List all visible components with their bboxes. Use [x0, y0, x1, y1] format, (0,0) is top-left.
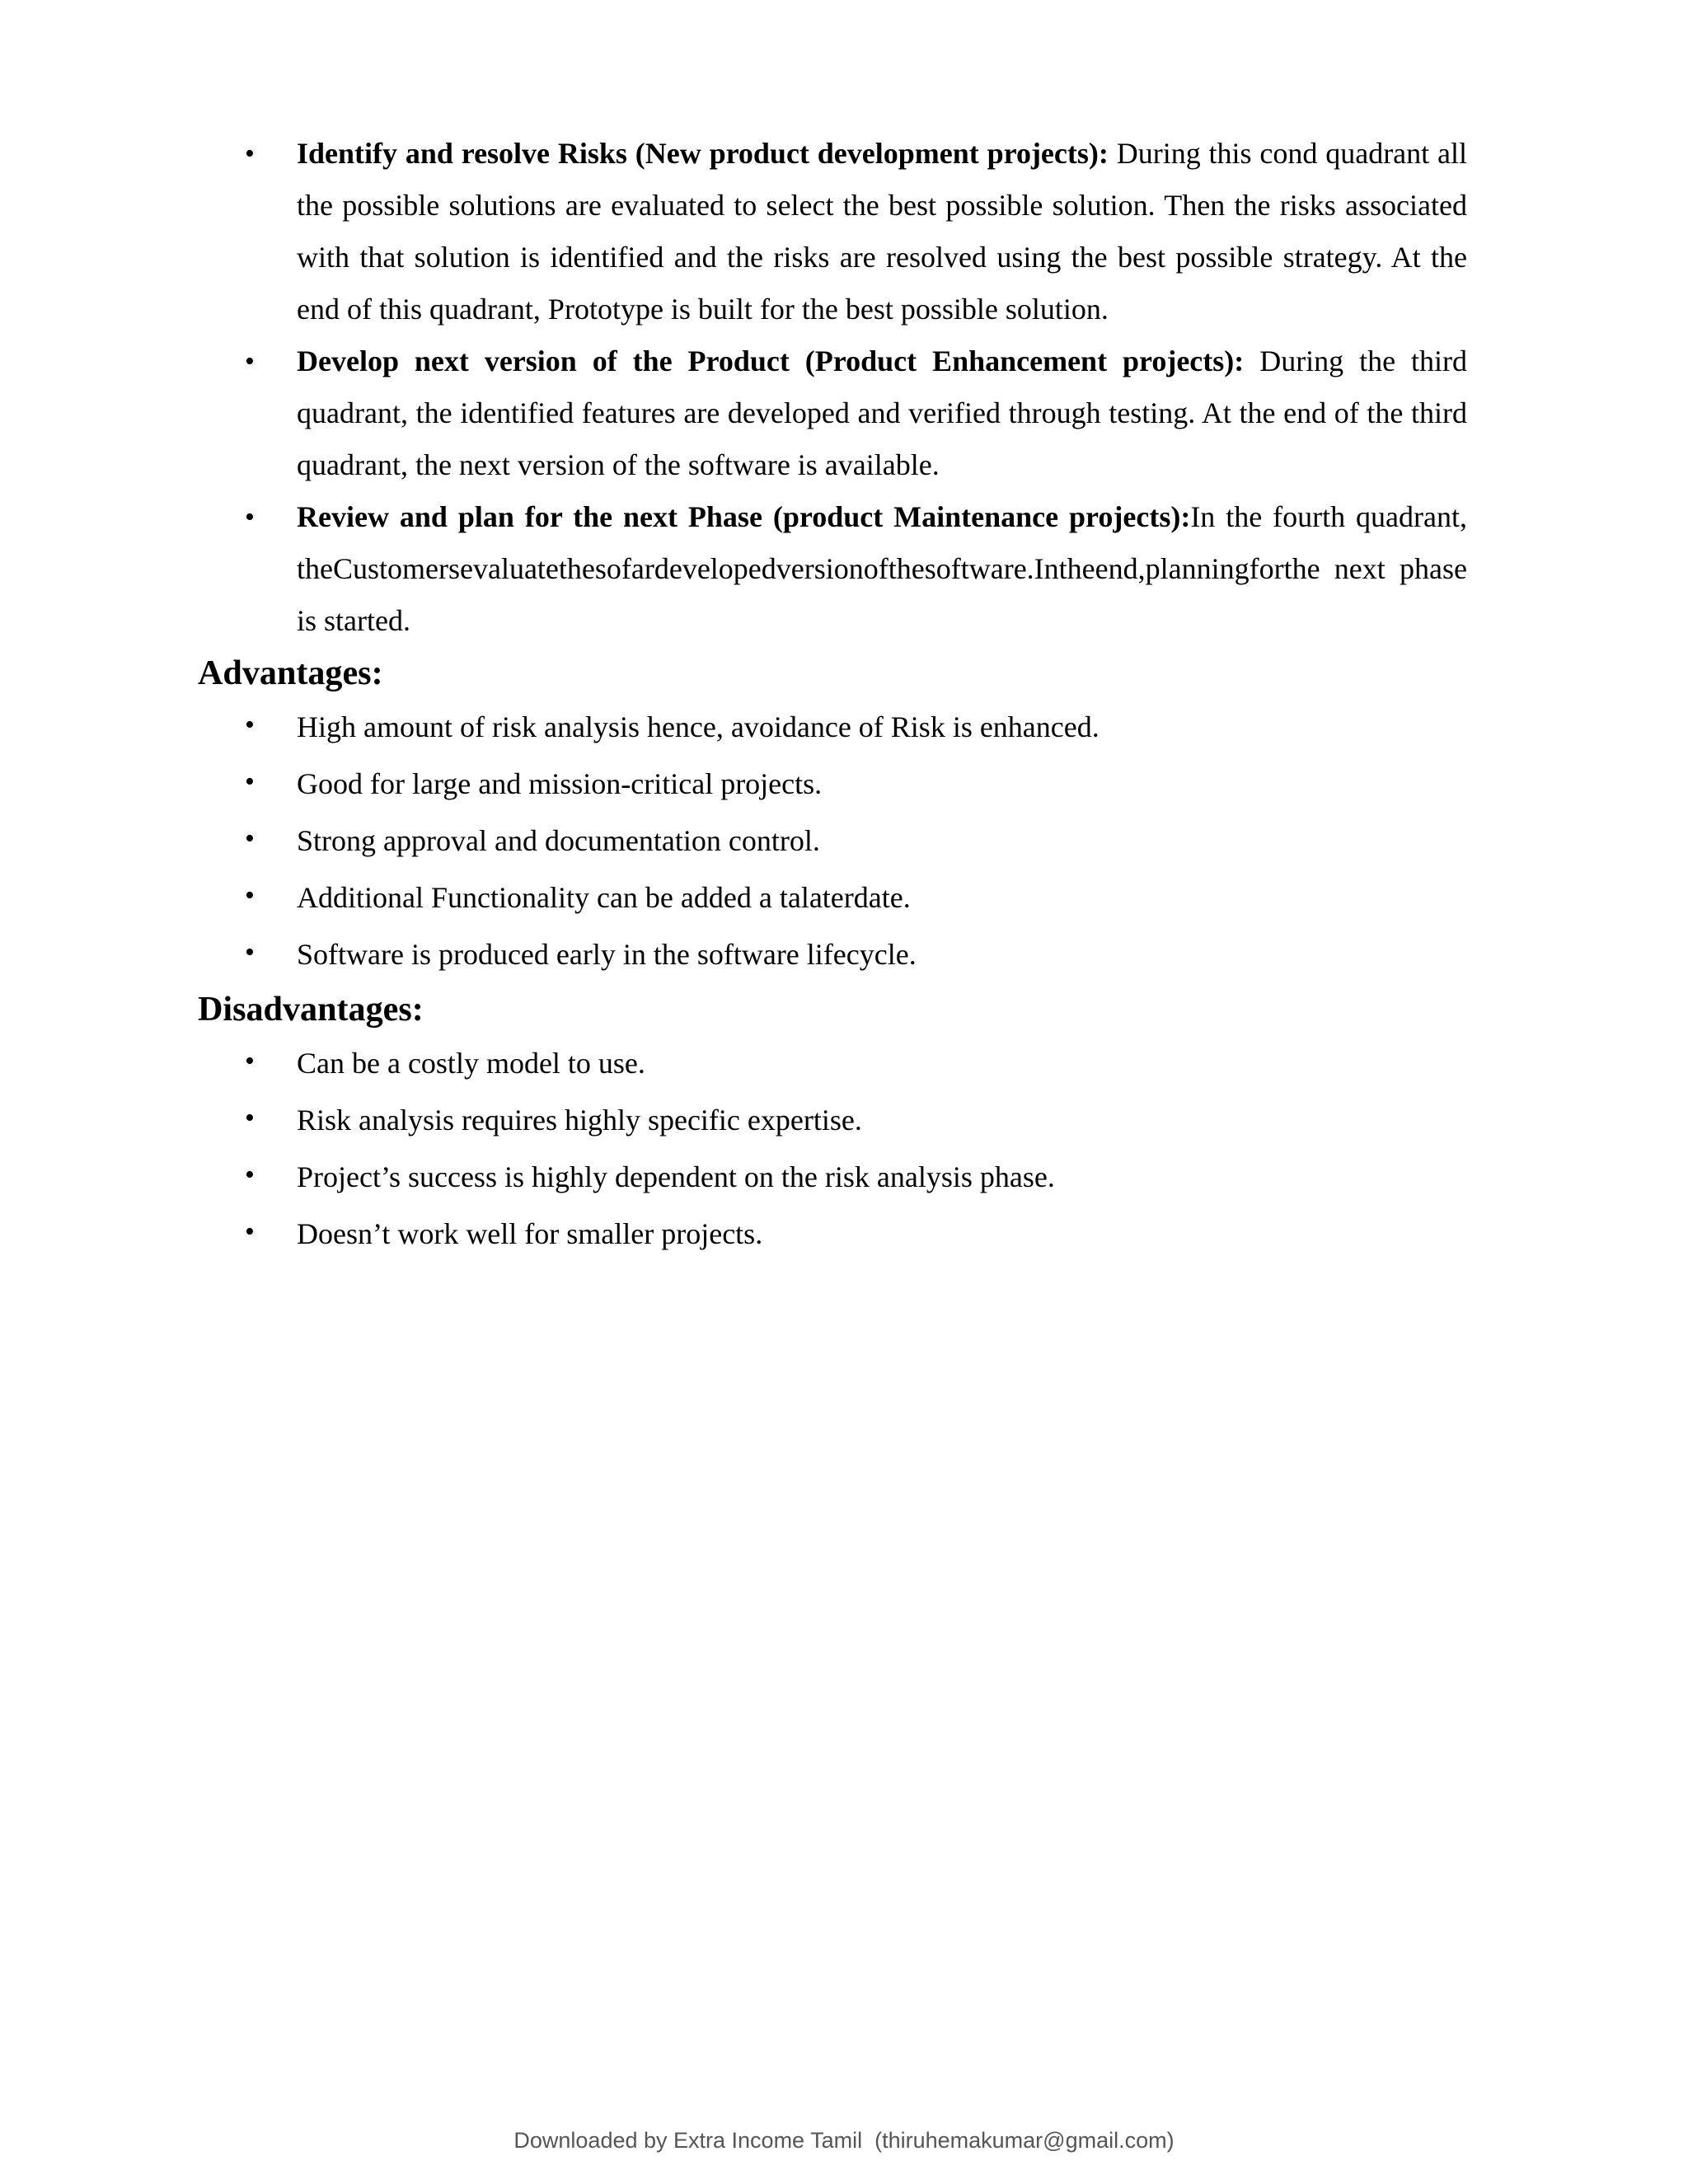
- list-item: [198, 699, 1467, 756]
- advantage-text: Software is produced early in the software lifecycle.: [297, 938, 917, 971]
- bullet-icon: •: [245, 138, 255, 169]
- list-item: [198, 756, 1467, 813]
- document-body: [198, 128, 1467, 1263]
- list-item: [198, 813, 1467, 869]
- bullet-icon: •: [245, 766, 255, 797]
- bullet-icon: •: [245, 502, 255, 532]
- phase-text: During the third quadrant, the identified features are developed and verified through testing. At the end of the third quadrant, the next version of the software is available.: [297, 344, 1468, 481]
- phase-list: [198, 128, 1467, 647]
- advantage-text: Strong approval and documentation control.: [297, 824, 820, 857]
- advantage-text: High amount of risk analysis hence, avoidance of Risk is enhanced.: [297, 710, 1100, 743]
- advantage-text: Additional Functionality can be added a talaterdate.: [297, 881, 911, 914]
- bullet-icon: •: [245, 1103, 255, 1133]
- bullet-icon: •: [245, 346, 255, 377]
- list-item: [198, 1149, 1467, 1206]
- disadvantage-text: Can be a costly model to use.: [297, 1047, 645, 1080]
- list-item: [198, 1035, 1467, 1092]
- phase-item-review-plan: [198, 491, 1467, 647]
- disadvantages-list: [198, 1035, 1467, 1263]
- advantages-list: [198, 699, 1467, 983]
- advantages-heading: Advantages:: [198, 654, 383, 692]
- phase-text: During this cond quadrant all the possible solutions are evaluated to select the best possible solution. Then the risks associated with that solution is identified and the risks are resolved using the best possible strategy. At the end of this quadrant, Prototype is built for the best possible solution.: [297, 137, 1467, 326]
- phase-title: Review and plan for the next Phase (product Maintenance projects):: [297, 500, 1191, 533]
- list-item: [198, 1092, 1467, 1149]
- bullet-icon: •: [245, 1216, 255, 1247]
- bullet-icon: •: [245, 710, 255, 740]
- download-footer: Downloaded by Extra Income Tamil (thiruhemakumar@gmail.com): [513, 2128, 1175, 2153]
- phase-item-develop-version: [198, 335, 1467, 491]
- phase-item-identify-risks: [198, 128, 1467, 335]
- disadvantage-text: Project’s success is highly dependent on the risk analysis phase.: [297, 1160, 1055, 1193]
- advantage-text: Good for large and mission-critical projects.: [297, 767, 823, 800]
- phase-text: In the fourth quadrant, theCustomersevaluatethesofardevelopedversionofthesoftware.Intheend,planningforthe next phase is started.: [297, 500, 1468, 637]
- bullet-icon: •: [245, 880, 255, 911]
- phase-title: Identify and resolve Risks (New product development projects):: [297, 137, 1109, 170]
- bullet-icon: •: [245, 937, 255, 968]
- disadvantages-heading: Disadvantages:: [198, 990, 424, 1029]
- bullet-icon: •: [245, 1046, 255, 1076]
- bullet-icon: •: [245, 823, 255, 854]
- disadvantage-text: Risk analysis requires highly specific expertise.: [297, 1104, 862, 1137]
- list-item: [198, 869, 1467, 926]
- bullet-icon: •: [245, 1160, 255, 1190]
- list-item: [198, 1206, 1467, 1263]
- phase-title: Develop next version of the Product (Product Enhancement projects):: [297, 344, 1245, 377]
- disadvantage-text: Doesn’t work well for smaller projects.: [297, 1217, 763, 1250]
- list-item: [198, 926, 1467, 983]
